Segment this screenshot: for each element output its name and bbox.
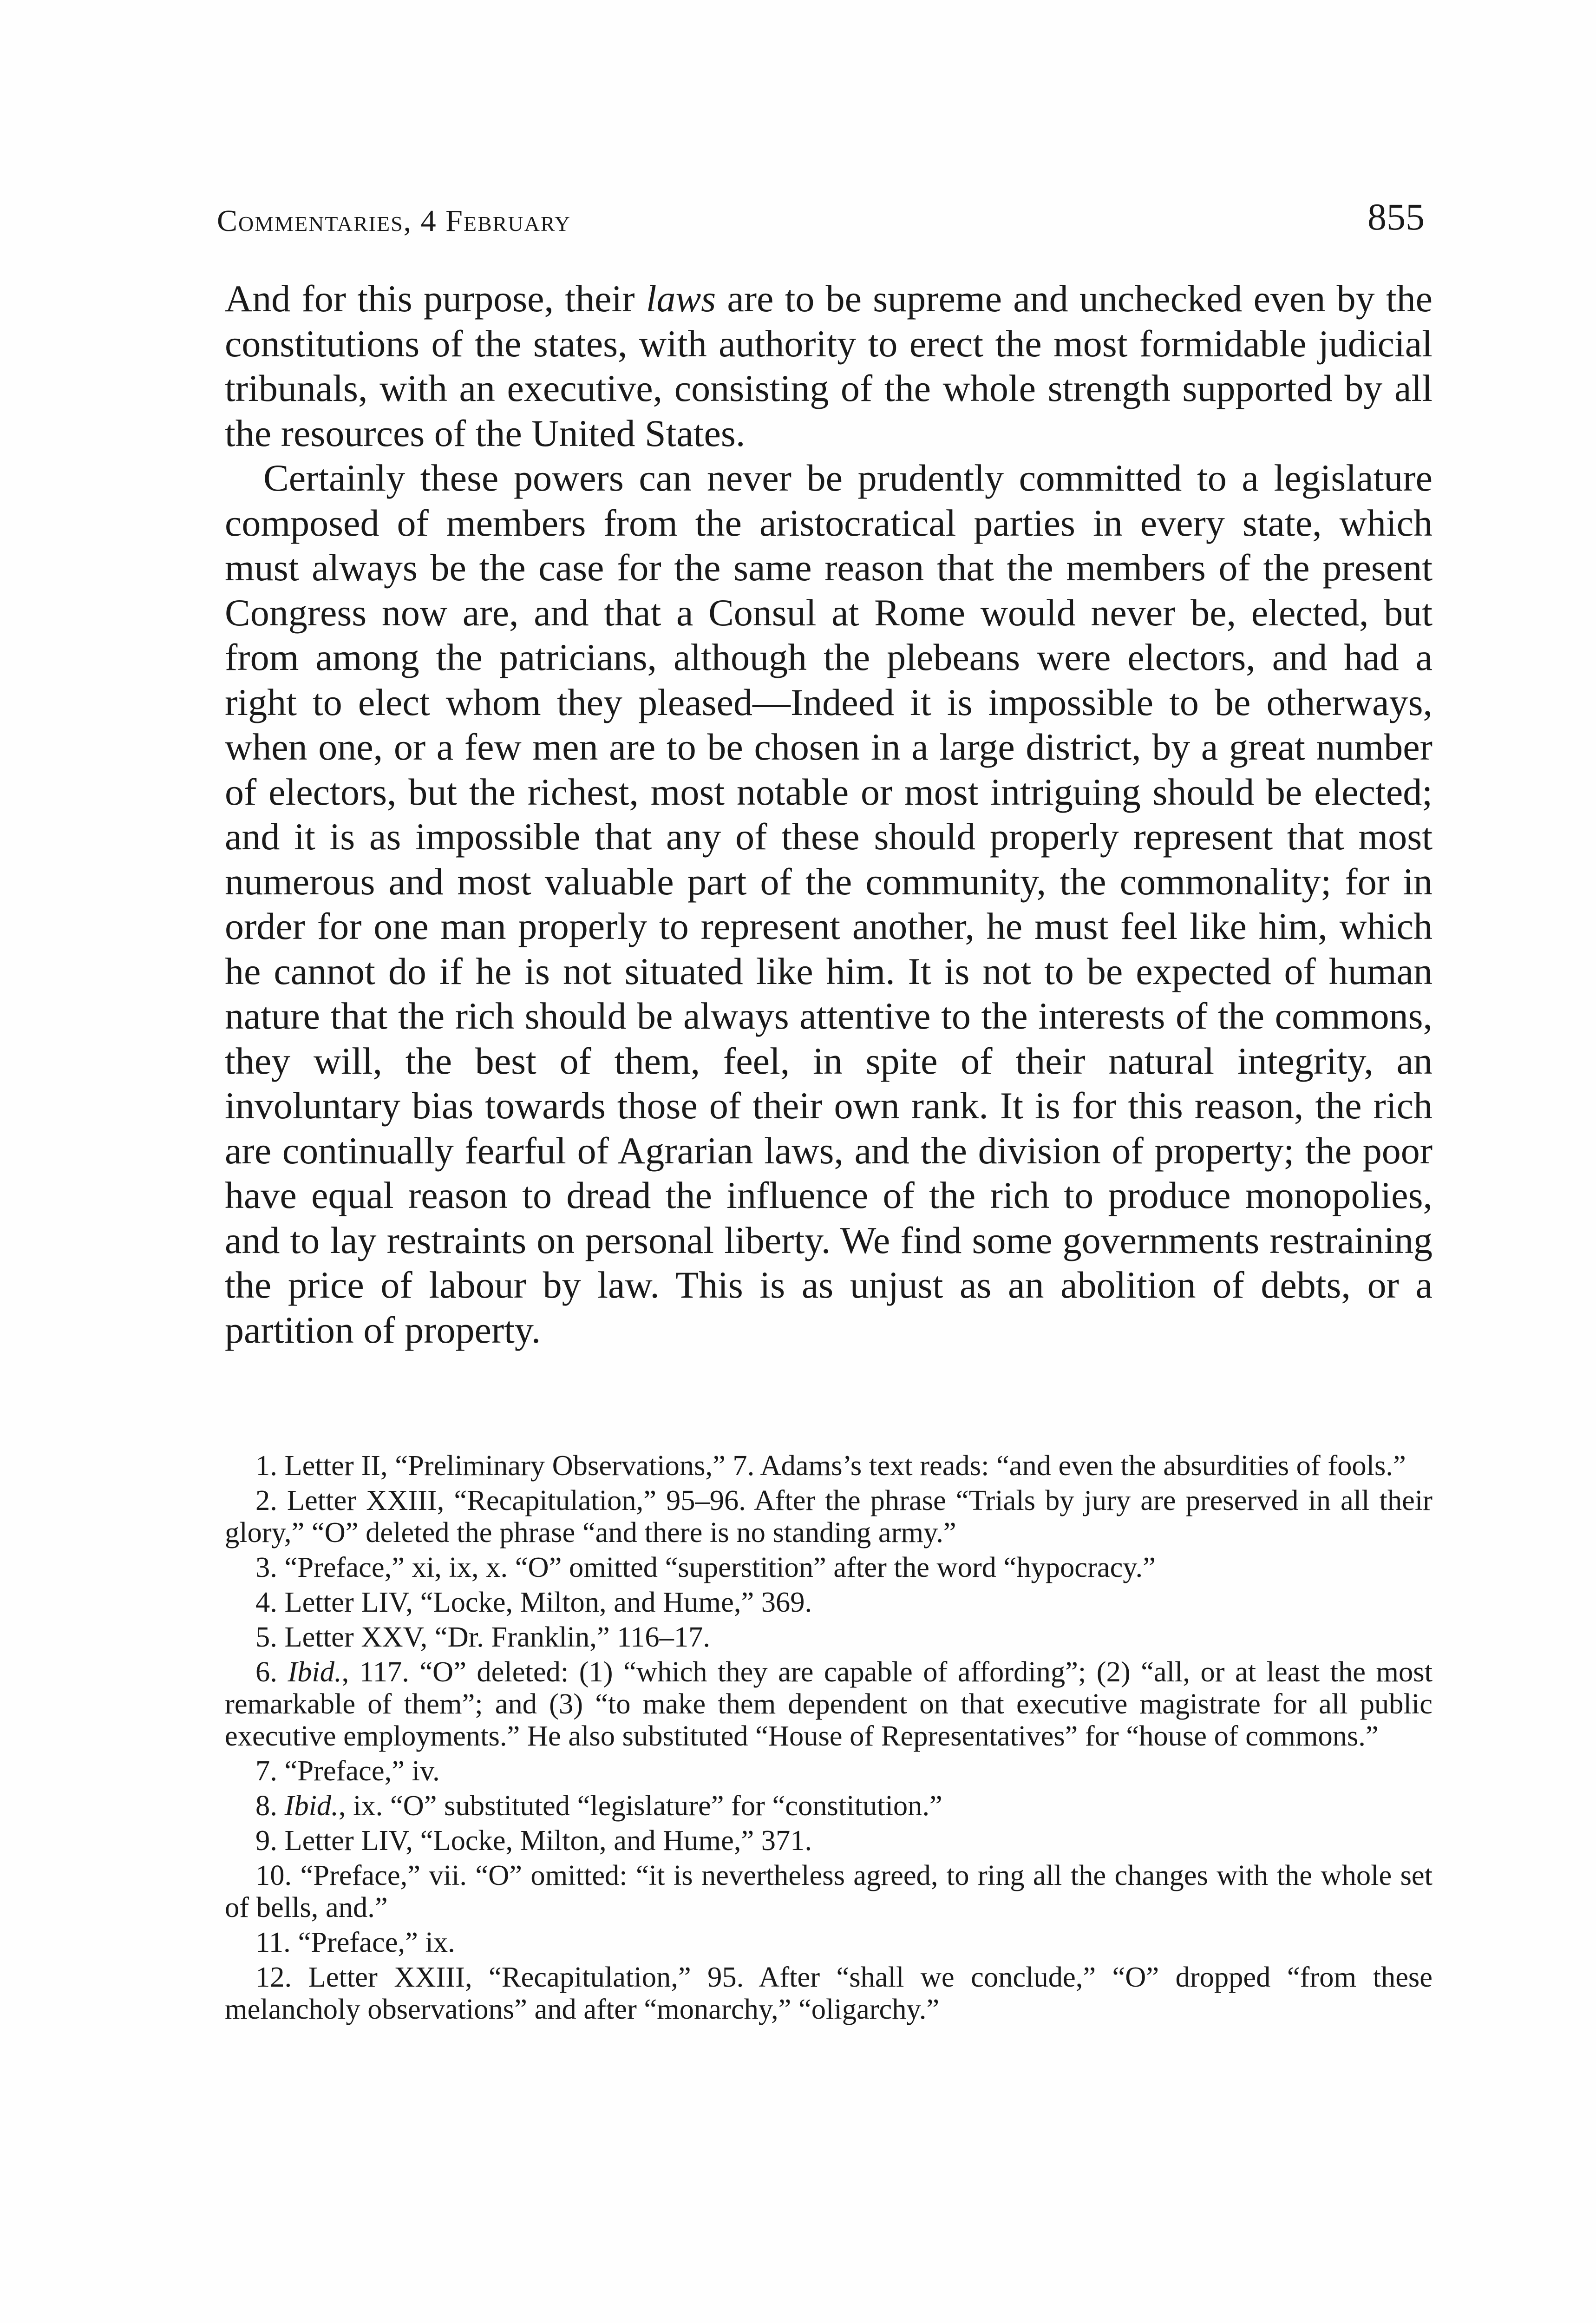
footnote <box>225 1551 1432 1583</box>
footnote-number: 11. <box>255 1926 291 1958</box>
paragraph-2: Certainly these powers can never be prudently committed to a legislature composed of members from the aristocratical parties in every state, which must always be the case for the same reason that the members of the present Congress now are, and that a Consul at Rome would never be, elected, but from among the patricians, although the plebeans were electors, and had a right to elect whom they pleased—Indeed it is impossible to be otherways, when one, or a few men are to be chosen in a large district, by a great number of electors, but the richest, most notable or most intriguing should be elected; and it is as impossible that any of these should properly represent that most numerous and most valuable part of the community, the commonality; for in order for one man properly to represent another, he must feel like him, which he cannot do if he is not situated like him. It is not to be expected of human nature that the rich should be always attentive to the interests of the commons, they will, the best of them, feel, in spite of their natural integrity, an involuntary bias towards those of their own rank. It is for this reason, the rich are continually fearful of Agrarian laws, and the division of property; the poor have equal reason to dread the influence of the rich to produce monopolies, and to lay restraints on personal liberty. We find some governments restraining the price of labour by law. This is as unjust as an abolition of debts, or a partition of property. <box>225 457 1432 1351</box>
footnote <box>225 1586 1432 1618</box>
footnote <box>225 1926 1432 1958</box>
footnote <box>225 1755 1432 1787</box>
footnote-text: Letter LIV, “Locke, Milton, and Hume,” 369. <box>284 1586 812 1618</box>
footnote <box>225 1824 1432 1857</box>
footnote-text: “Preface,” xi, ix, x. “O” omitted “superstition” after the word “hypocracy.” <box>284 1551 1156 1583</box>
footnote <box>225 1790 1432 1822</box>
footnote <box>225 1961 1432 2025</box>
footnote-emphasis: Ibid. <box>284 1789 339 1822</box>
footnote <box>225 1656 1432 1752</box>
footnote-text: “Preface,” iv. <box>284 1754 440 1787</box>
body-text <box>225 276 1432 1352</box>
footnote-number: 8. <box>255 1789 277 1822</box>
footnote-text: “Preface,” ix. <box>298 1926 455 1958</box>
paragraph-1-lead: And for this purpose, their <box>225 277 646 320</box>
running-head <box>217 195 1425 246</box>
footnote-number: 3. <box>255 1551 277 1583</box>
footnote-text: Letter XXIII, “Recapitulation,” 95. After “shall we conclude,” “O” dropped “from these melancholy observations” and after “monarchy,” “oligarchy.” <box>225 1961 1432 2025</box>
footnotes <box>225 1450 1432 2028</box>
paragraph-1-emphasis: laws <box>646 277 716 320</box>
footnote-text: , 117. “O” deleted: (1) “which they are capable of affording”; (2) “all, or at least the most remarkable of them”; and (3) “to make them dependent on that executive magistrate for all public executive employments.” He also substituted “House of Representatives” for “house of commons.” <box>225 1655 1432 1752</box>
footnote-emphasis: Ibid. <box>288 1655 342 1688</box>
footnote-number: 9. <box>255 1824 277 1857</box>
footnote-text: Letter XXIII, “Recapitulation,” 95–96. After the phrase “Trials by jury are preserved in all their glory,” “O” deleted the phrase “and there is no standing army.” <box>225 1484 1432 1549</box>
footnote-number: 1. <box>255 1449 277 1482</box>
footnote-number: 10. <box>255 1859 292 1891</box>
footnote-text: , ix. “O” substituted “legislature” for “constitution.” <box>338 1789 942 1822</box>
footnote-number: 5. <box>255 1621 277 1653</box>
footnote-number: 12. <box>255 1961 292 1993</box>
footnote-number: 2. <box>255 1484 277 1516</box>
footnote-text: Letter II, “Preliminary Observations,” 7. Adams’s text reads: “and even the absurdities of fools.” <box>284 1449 1406 1482</box>
paragraph-1-rest: are to be supreme and unchecked even by the constitutions of the states, with authority to erect the most formidable judicial tribunals, with an executive, consisting of the whole strength supported by all the resources of the United States. <box>225 277 1433 454</box>
paragraph-1 <box>225 276 1432 456</box>
footnote-text: Letter XXV, “Dr. Franklin,” 116–17. <box>284 1621 711 1653</box>
footnote <box>225 1859 1432 1923</box>
footnote-number: 4. <box>255 1586 277 1618</box>
footnote-text: Letter LIV, “Locke, Milton, and Hume,” 371. <box>284 1824 812 1857</box>
footnote <box>225 1484 1432 1549</box>
page-number: 855 <box>1367 196 1425 238</box>
running-title: Commentaries, 4 February <box>217 204 571 238</box>
footnote-text: “Preface,” vii. “O” omitted: “it is nevertheless agreed, to ring all the changes with the whole set of bells, and.” <box>225 1859 1433 1923</box>
footnote-number: 6. <box>255 1655 277 1688</box>
footnote <box>225 1621 1432 1653</box>
footnote <box>225 1450 1432 1482</box>
footnote-number: 7. <box>255 1754 277 1787</box>
